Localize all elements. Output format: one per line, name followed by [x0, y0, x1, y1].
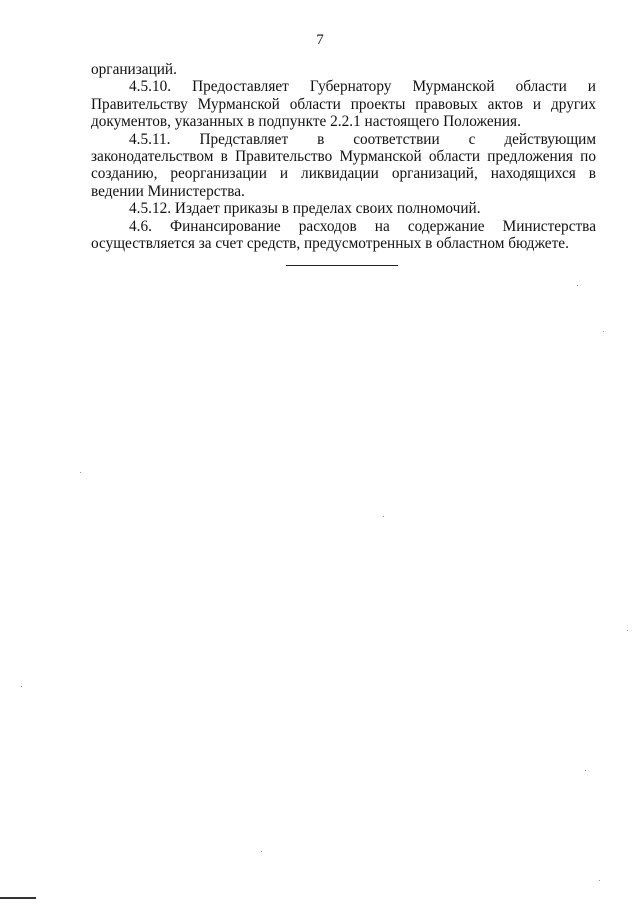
scan-speck: [577, 285, 578, 286]
document-body: [91, 61, 596, 252]
scan-speck: [80, 472, 81, 473]
page-number: 7: [316, 32, 324, 48]
paragraph-4-5-10: 4.5.10. Предоставляет Губернатору Мурманской области и Правительству Мурманской области проекты правовых актов и других документов, указанных в подпункте 2.2.1 настоящего Положения.: [91, 78, 596, 131]
paragraph-4-5-11: 4.5.11. Представляет в соответствии с действующим законодательством в Правительство Мурманской области предложения по созданию, реорганизации и ликвидации организаций, находящихся в ведении Министерства.: [91, 130, 596, 200]
scan-speck: [383, 516, 384, 517]
scan-speck: [599, 880, 600, 881]
scan-speck: [261, 851, 262, 852]
paragraph-4-5-12: 4.5.12. Издает приказы в пределах своих полномочий.: [129, 200, 481, 218]
scan-speck: [585, 770, 586, 771]
scan-edge-mark: [0, 897, 36, 899]
scan-speck: [603, 331, 604, 332]
scan-speck: [21, 686, 22, 687]
paragraph-4-6: 4.6. Финансирование расходов на содержание Министерства осуществляется за счет средств, предусмотренных в областном бюджете.: [91, 217, 596, 253]
scan-speck: [627, 630, 628, 631]
closing-rule: [286, 265, 398, 266]
paragraph-continuation: организаций.: [91, 61, 177, 78]
